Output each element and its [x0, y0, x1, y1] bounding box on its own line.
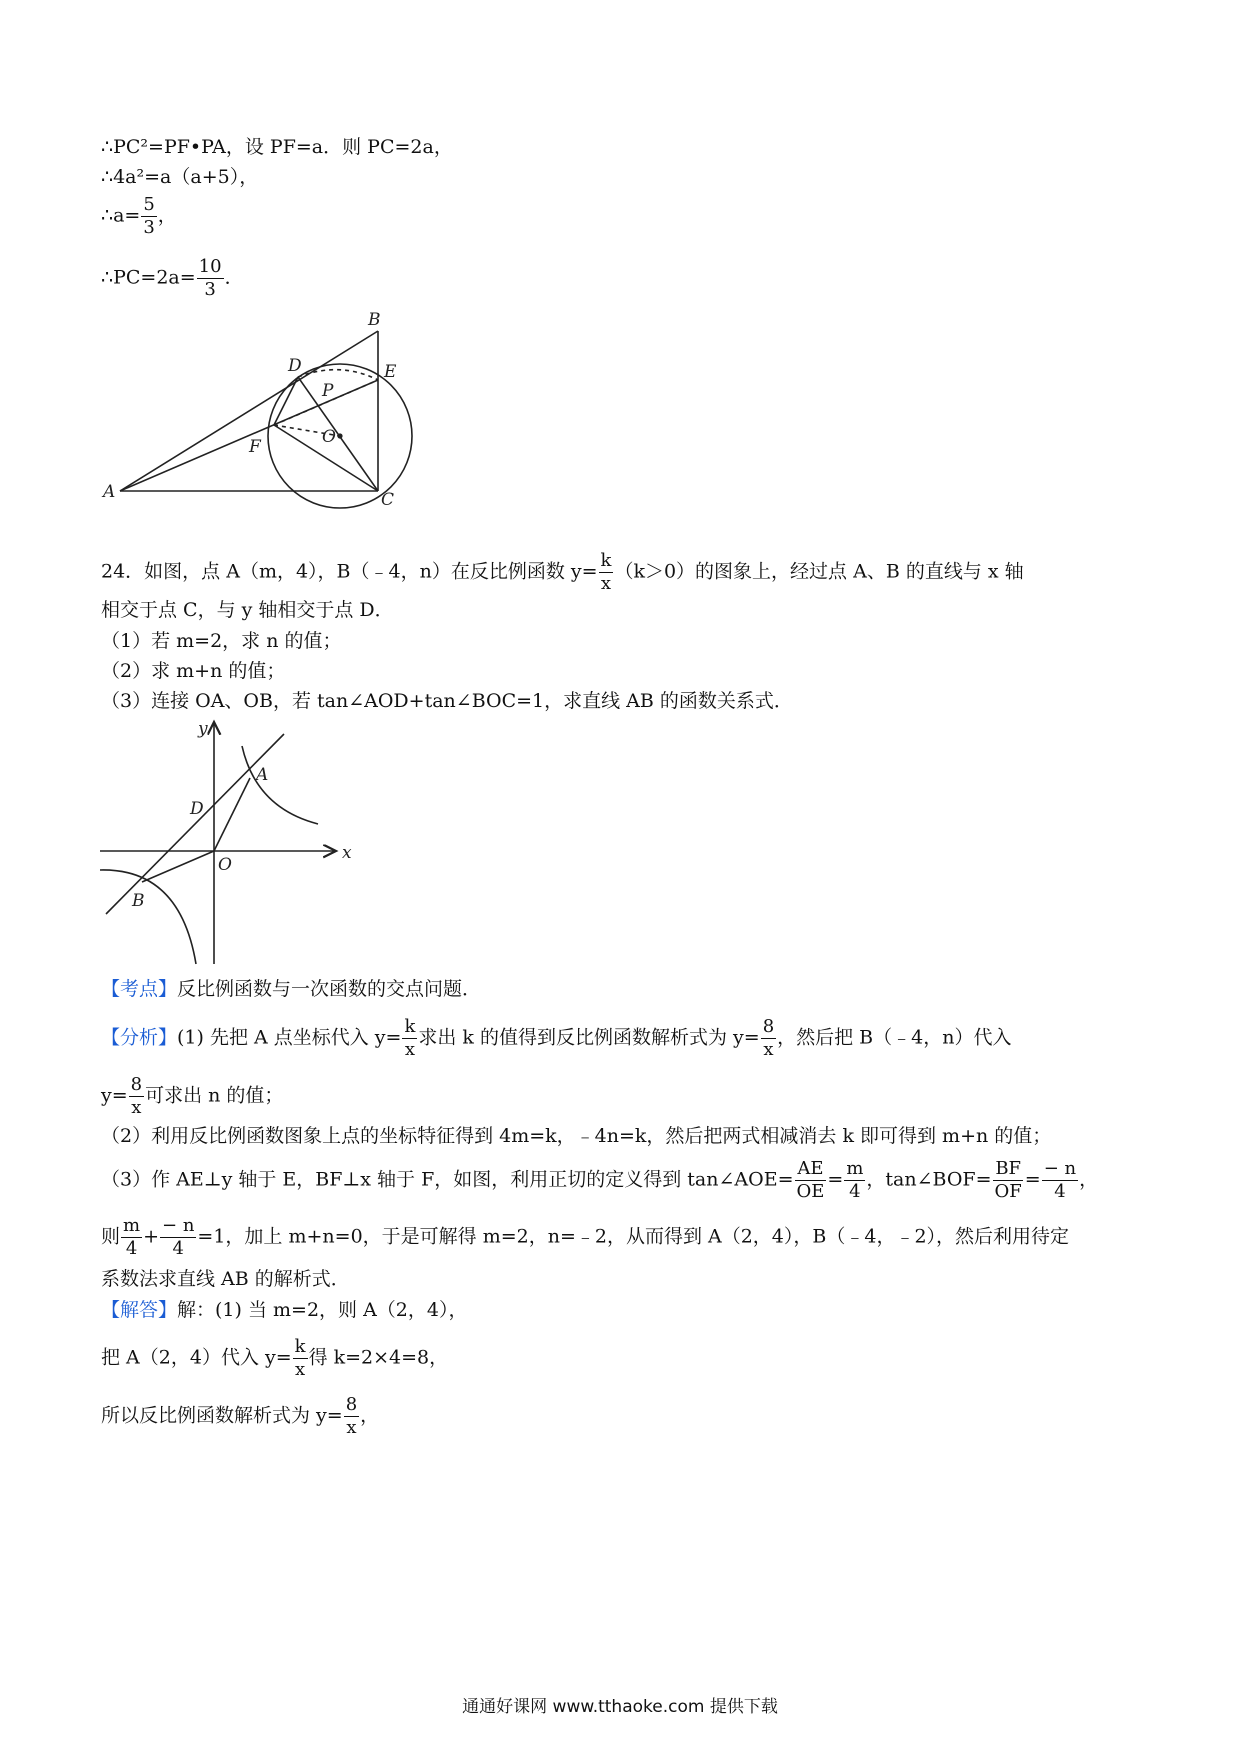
- fenxi-line-6: 系数法求直线 AB 的解析式．: [101, 1268, 350, 1290]
- segment-oa: [214, 778, 250, 851]
- kaodian-line: 【考点】反比例函数与一次函数的交点问题．: [101, 978, 482, 1000]
- center-dot: [337, 433, 342, 438]
- label-c: C: [381, 490, 395, 510]
- text-line: 相交于点 C，与 y 轴相交于点 D．: [101, 599, 394, 621]
- sub-question-1: （1）若 m=2，求 n 的值；: [101, 630, 342, 652]
- page-footer: 通通好课网 www.tthaoke.com 提供下载: [462, 1697, 778, 1717]
- jieda-tag: 【解答】: [101, 1299, 178, 1321]
- label-e: E: [384, 362, 397, 382]
- text-line: ∴4a²=a（a+5），: [101, 166, 259, 188]
- label-b: B: [132, 891, 145, 911]
- fraction-k-over-x: $\frac{k}{x}$: [294, 1336, 306, 1380]
- fenxi-line-5: 则 $\frac{m}{4}$ + $\frac{- n}{4}$ =1，加上 m+n=0，于是可解得 m=2，n=﹣2，从而得到 A（2，4），B（﹣4，﹣2），然后利用待定: [101, 1215, 1070, 1259]
- fenxi-tag: 【分析】: [101, 1026, 178, 1049]
- text-line: ∴PC²=PF•PA，设 PF=a．则 PC=2a，: [101, 136, 453, 158]
- jieda-line-3: 所以反比例函数解析式为 y= $\frac{8}{x}$ ，: [101, 1394, 380, 1438]
- hyperbola-branch-1: [242, 746, 318, 824]
- fenxi-line-4: （3）作 AE⊥y 轴于 E，BF⊥x 轴于 F，如图，利用正切的定义得到 tan∠AOE= $\frac{AE}{OE}$ = $\frac{m}{4}$ ，tan∠BOF= $\frac{BF}{OF}$ = $\frac{- n}{4}$ ，: [101, 1158, 1099, 1202]
- coordinate-figure: [98, 718, 358, 966]
- label-b: B: [368, 310, 381, 330]
- fraction-ae-oe: $\frac{AE}{OE}$: [796, 1158, 825, 1202]
- geometry-figure-circle: [100, 305, 415, 510]
- fenxi-line-1: 【分析】(1) 先把 A 点坐标代入 y= $\frac{k}{x}$ 求出 k 的值得到反比例函数解析式为 y= $\frac{8}{x}$ ，然后把 B（﹣4，n）代入: [101, 1016, 1012, 1060]
- fraction-8-over-x: $\frac{8}{x}$: [130, 1074, 143, 1118]
- label-d: D: [288, 356, 302, 376]
- segment-dc: [298, 377, 378, 491]
- label-o: O: [322, 427, 336, 447]
- fenxi-line-2: y= $\frac{8}{x}$ 可求出 n 的值；: [101, 1074, 284, 1118]
- sub-question-2: （2）求 m+n 的值；: [101, 660, 286, 682]
- fraction-neg-n-4: $\frac{- n}{4}$: [162, 1215, 195, 1259]
- fraction-8-over-x: $\frac{8}{x}$: [762, 1016, 775, 1060]
- fenxi-line-3: （2）利用反比例函数图象上点的坐标特征得到 4m=k，﹣4n=k，然后把两式相减消去 k 即可得到 m+n 的值；: [101, 1125, 1052, 1147]
- label-o: O: [218, 855, 232, 875]
- label-d: D: [190, 799, 204, 819]
- fraction-neg-n-4: $\frac{- n}{4}$: [1043, 1158, 1077, 1202]
- fraction-8-over-x: $\frac{8}{x}$: [345, 1394, 358, 1438]
- fraction-m-4: $\frac{m}{4}$: [846, 1158, 864, 1202]
- jieda-line-1: 【解答】解：(1) 当 m=2，则 A（2，4），: [101, 1299, 468, 1321]
- label-a: A: [256, 765, 269, 785]
- fraction-k-over-x: $\frac{k}{x}$: [404, 1016, 416, 1060]
- kaodian-tag: 【考点】: [101, 978, 178, 1000]
- fraction-k-over-x: $\frac{k}{x}$: [600, 550, 612, 594]
- fraction-m-4: $\frac{m}{4}$: [123, 1215, 141, 1259]
- sub-question-3: （3）连接 OA、OB，若 tan∠AOD+tan∠BOC=1，求直线 AB 的函数关系式．: [101, 690, 793, 712]
- question-stem: 24．如图，点 A（m，4），B（﹣4，n）在反比例函数 y= $\frac{k}{x}$ （k＞0）的图象上，经过点 A、B 的直线与 x 轴: [101, 550, 1024, 594]
- fraction-line: ∴PC=2a= $\frac{10}{3}$ ．: [101, 256, 244, 300]
- jieda-line-2: 把 A（2，4）代入 y= $\frac{k}{x}$ 得 k=2×4=8，: [101, 1336, 449, 1380]
- label-y: y: [198, 719, 208, 739]
- label-a: A: [103, 482, 116, 502]
- fraction-line: ∴a= $\frac{5}{3}$ ，: [101, 194, 177, 238]
- line-ab: [106, 734, 284, 914]
- label-p: P: [322, 381, 334, 401]
- label-f: F: [249, 437, 261, 457]
- label-x: x: [342, 843, 352, 863]
- fraction: $\frac{10}{3}$: [198, 256, 222, 300]
- fraction-bf-of: $\frac{BF}{OF}$: [994, 1158, 1022, 1202]
- fraction: $\frac{5}{3}$: [143, 194, 155, 238]
- hyperbola-branch-2: [100, 870, 196, 964]
